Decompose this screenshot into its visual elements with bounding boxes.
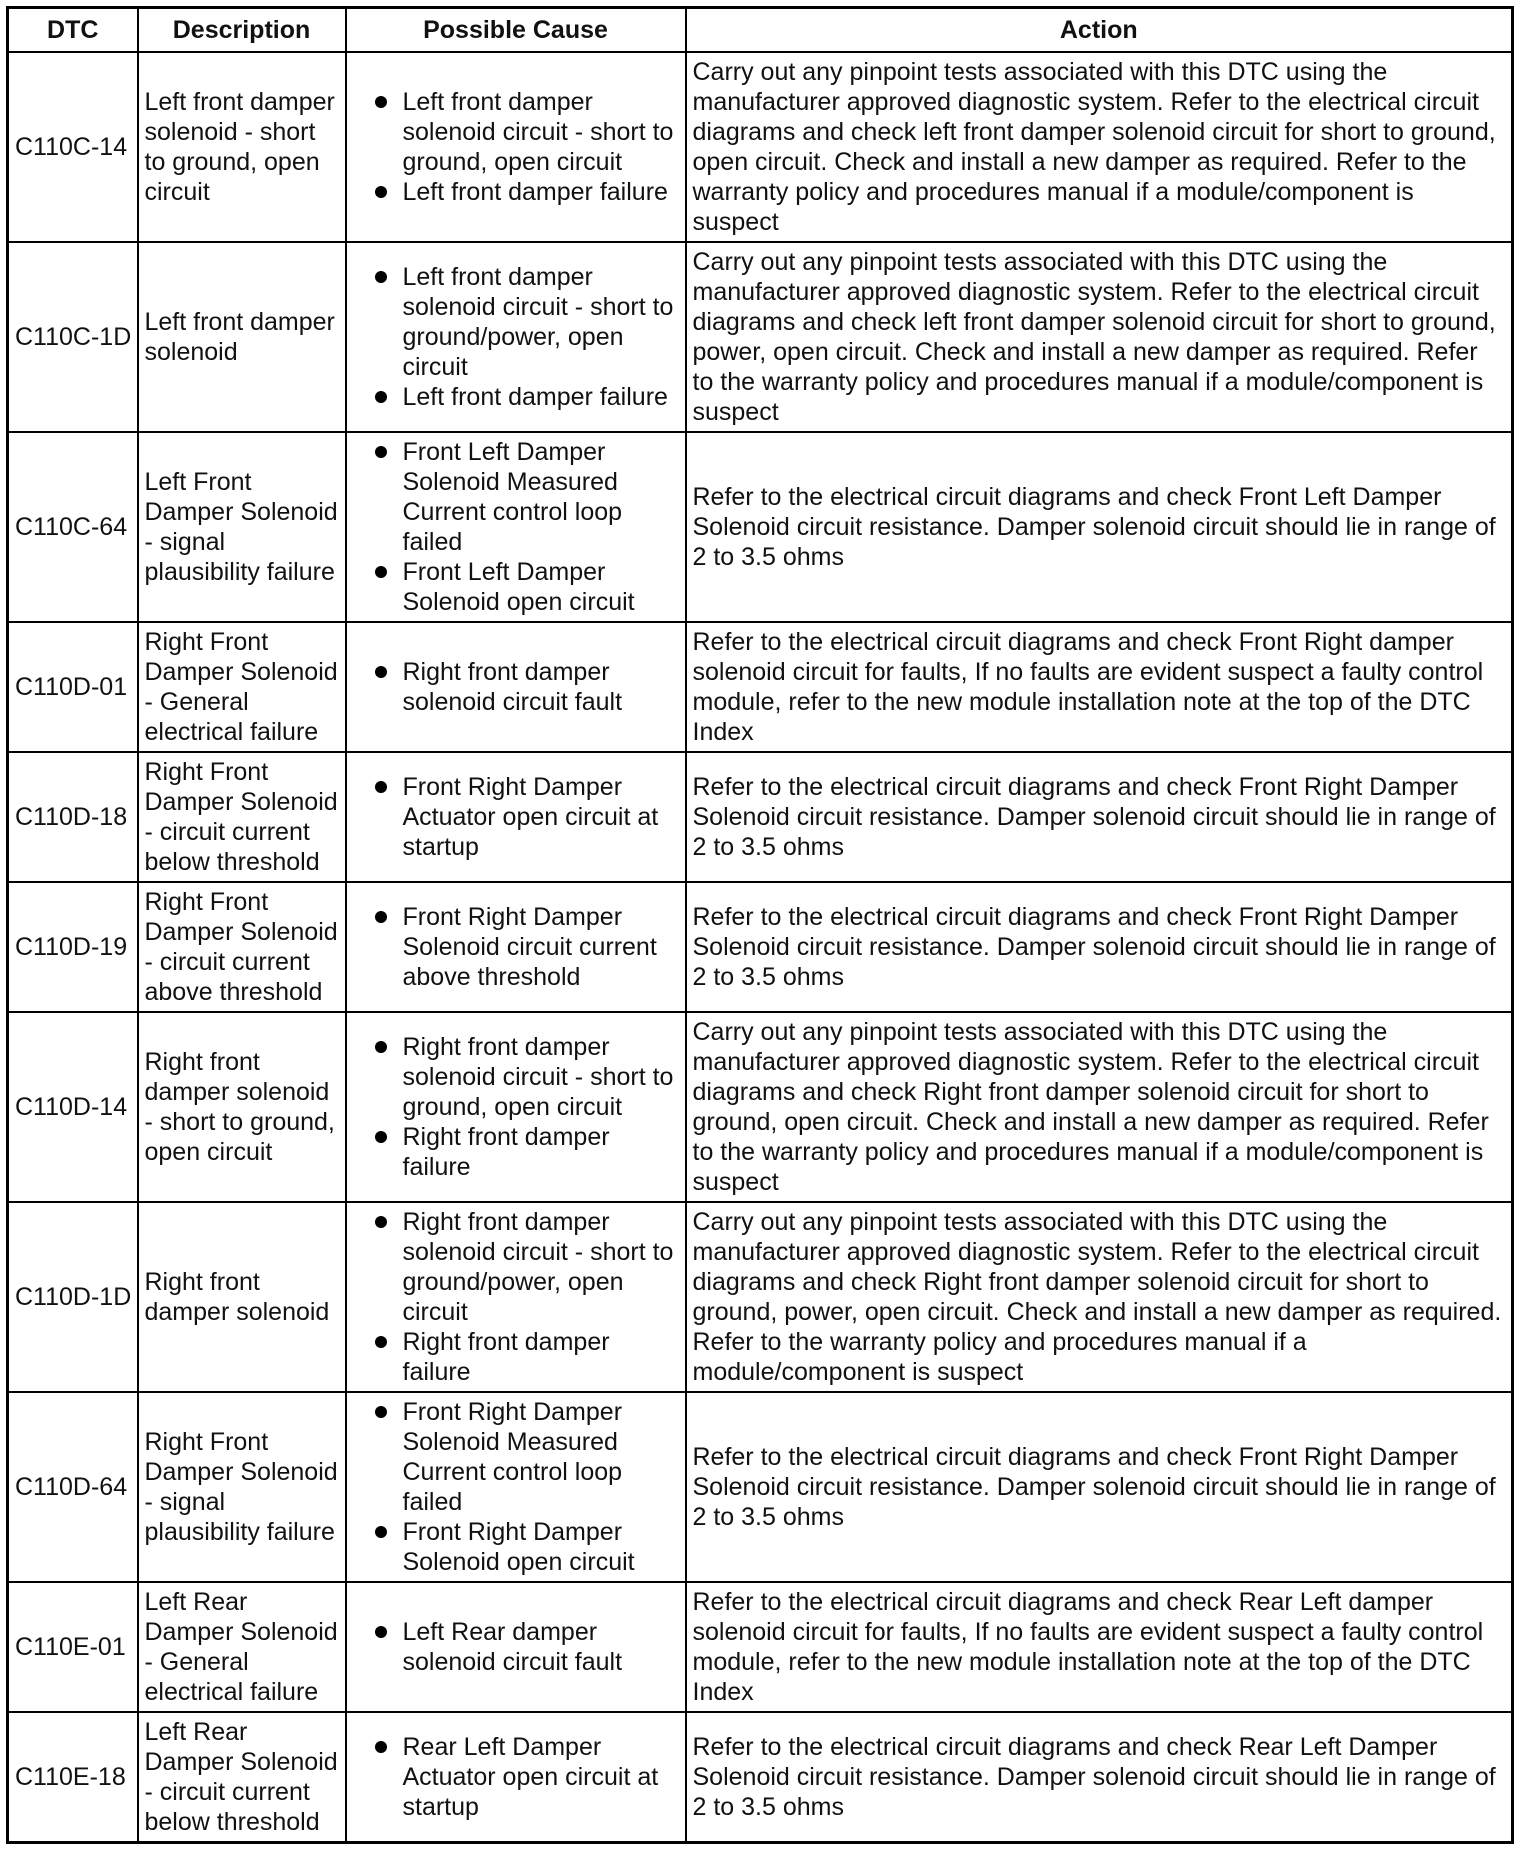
dtc-code-cell: C110D-14 <box>8 1012 138 1202</box>
possible-cause-cell <box>346 1202 686 1392</box>
table-row <box>8 1012 1513 1202</box>
bullet-icon <box>375 1526 387 1538</box>
cause-item <box>353 382 679 412</box>
description-cell: Right front damper solenoid <box>138 1202 346 1392</box>
action-cell: Refer to the electrical circuit diagrams and check Front Right Damper Solenoid circuit resistance. Damper solenoid circuit should lie in range of 2 to 3.5 ohms <box>686 1392 1513 1582</box>
cause-text: Right front damper failure <box>402 1328 610 1386</box>
dtc-code-cell: C110C-64 <box>8 432 138 622</box>
cause-item <box>353 902 679 992</box>
cause-item <box>353 1207 679 1327</box>
possible-cause-cell <box>346 1582 686 1712</box>
dtc-code-cell: C110D-1D <box>8 1202 138 1392</box>
table-header <box>8 8 1513 53</box>
description-cell: Right Front Damper Solenoid - circuit current above threshold <box>138 882 346 1012</box>
bullet-icon <box>375 1041 387 1053</box>
cause-list <box>353 1732 679 1822</box>
cause-text: Left front damper failure <box>402 178 668 206</box>
description-cell: Right Front Damper Solenoid - circuit current below threshold <box>138 752 346 882</box>
bullet-icon <box>375 1626 387 1638</box>
possible-cause-cell <box>346 432 686 622</box>
cause-list <box>353 902 679 992</box>
action-cell: Refer to the electrical circuit diagrams and check Rear Left Damper Solenoid circuit resistance. Damper solenoid circuit should lie in range of 2 to 3.5 ohms <box>686 1712 1513 1843</box>
possible-cause-cell <box>346 882 686 1012</box>
description-cell: Left front damper solenoid <box>138 242 346 432</box>
cause-text: Left front damper solenoid circuit - short to ground/power, open circuit <box>402 263 674 381</box>
cause-item <box>353 437 679 557</box>
cause-text: Rear Left Damper Actuator open circuit at startup <box>402 1733 659 1821</box>
description-cell: Left Rear Damper Solenoid - General electrical failure <box>138 1582 346 1712</box>
cause-list <box>353 1617 679 1677</box>
bullet-icon <box>375 1406 387 1418</box>
cause-text: Right front damper solenoid circuit - short to ground/power, open circuit <box>402 1208 674 1326</box>
header-possible-cause: Possible Cause <box>346 8 686 53</box>
dtc-code-cell: C110D-18 <box>8 752 138 882</box>
table-row <box>8 1712 1513 1843</box>
cause-text: Front Left Damper Solenoid Measured Current control loop failed <box>402 438 623 556</box>
table-row <box>8 882 1513 1012</box>
bullet-icon <box>375 666 387 678</box>
description-cell: Left front damper solenoid - short to ground, open circuit <box>138 52 346 242</box>
table-row <box>8 1392 1513 1582</box>
cause-item <box>353 557 679 617</box>
bullet-icon <box>375 566 387 578</box>
cause-item <box>353 177 679 207</box>
action-cell: Refer to the electrical circuit diagrams and check Front Right damper solenoid circuit for faults, If no faults are evident suspect a faulty control module, refer to the new module installation note at the top of the DTC Index <box>686 622 1513 752</box>
bullet-icon <box>375 446 387 458</box>
cause-text: Front Left Damper Solenoid open circuit <box>402 558 635 616</box>
possible-cause-cell <box>346 242 686 432</box>
cause-item <box>353 772 679 862</box>
bullet-icon <box>375 781 387 793</box>
cause-item <box>353 1397 679 1517</box>
action-cell: Refer to the electrical circuit diagrams and check Rear Left damper solenoid circuit for faults, If no faults are evident suspect a faulty control module, refer to the new module installation note at the top of the DTC Index <box>686 1582 1513 1712</box>
cause-list <box>353 1207 679 1387</box>
table-row <box>8 1582 1513 1712</box>
table-row <box>8 432 1513 622</box>
possible-cause-cell <box>346 52 686 242</box>
possible-cause-cell <box>346 1392 686 1582</box>
bullet-icon <box>375 1131 387 1143</box>
cause-item <box>353 87 679 177</box>
table-row <box>8 752 1513 882</box>
cause-item <box>353 1617 679 1677</box>
dtc-code-cell: C110C-14 <box>8 52 138 242</box>
table-row <box>8 1202 1513 1392</box>
cause-text: Left Rear damper solenoid circuit fault <box>402 1618 623 1676</box>
table-row <box>8 242 1513 432</box>
cause-list <box>353 1397 679 1577</box>
possible-cause-cell <box>346 622 686 752</box>
dtc-table <box>6 6 1514 1844</box>
cause-text: Front Right Damper Solenoid open circuit <box>402 1518 635 1576</box>
action-cell: Refer to the electrical circuit diagrams and check Front Right Damper Solenoid circuit resistance. Damper solenoid circuit should lie in range of 2 to 3.5 ohms <box>686 882 1513 1012</box>
cause-text: Left front damper solenoid circuit - short to ground, open circuit <box>402 88 674 176</box>
cause-list <box>353 657 679 717</box>
header-row <box>8 8 1513 53</box>
possible-cause-cell <box>346 1012 686 1202</box>
cause-text: Left front damper failure <box>402 383 668 411</box>
cause-list <box>353 87 679 207</box>
cause-text: Right front damper solenoid circuit - short to ground, open circuit <box>402 1033 674 1121</box>
table-row <box>8 622 1513 752</box>
bullet-icon <box>375 911 387 923</box>
description-cell: Left Rear Damper Solenoid - circuit current below threshold <box>138 1712 346 1843</box>
dtc-code-cell: C110E-18 <box>8 1712 138 1843</box>
bullet-icon <box>375 391 387 403</box>
dtc-code-cell: C110C-1D <box>8 242 138 432</box>
bullet-icon <box>375 1741 387 1753</box>
table-row <box>8 52 1513 242</box>
cause-list <box>353 772 679 862</box>
cause-item <box>353 657 679 717</box>
possible-cause-cell <box>346 752 686 882</box>
possible-cause-cell <box>346 1712 686 1843</box>
action-cell: Carry out any pinpoint tests associated with this DTC using the manufacturer approved diagnostic system. Refer to the electrical circuit diagrams and check left front damper solenoid circuit for short to ground, power, open circuit. Check and install a new damper as required. Refer to the warranty policy and procedures manual if a module/component is suspect <box>686 242 1513 432</box>
action-cell: Carry out any pinpoint tests associated with this DTC using the manufacturer approved diagnostic system. Refer to the electrical circuit diagrams and check left front damper solenoid circuit for short to ground, open circuit. Check and install a new damper as required. Refer to the warranty policy and procedures manual if a module/component is suspect <box>686 52 1513 242</box>
header-dtc: DTC <box>8 8 138 53</box>
dtc-code-cell: C110D-64 <box>8 1392 138 1582</box>
description-cell: Right Front Damper Solenoid - signal plausibility failure <box>138 1392 346 1582</box>
header-description: Description <box>138 8 346 53</box>
cause-text: Right front damper solenoid circuit fault <box>402 658 623 716</box>
action-cell: Carry out any pinpoint tests associated with this DTC using the manufacturer approved diagnostic system. Refer to the electrical circuit diagrams and check Right front damper solenoid circuit for short to ground, open circuit. Check and install a new damper as required. Refer to the warranty policy and procedures manual if a module/component is suspect <box>686 1012 1513 1202</box>
bullet-icon <box>375 96 387 108</box>
cause-item <box>353 1732 679 1822</box>
dtc-code-cell: C110D-01 <box>8 622 138 752</box>
dtc-code-cell: C110E-01 <box>8 1582 138 1712</box>
cause-item <box>353 1517 679 1577</box>
cause-list <box>353 437 679 617</box>
cause-text: Front Right Damper Solenoid circuit current above threshold <box>402 903 657 991</box>
bullet-icon <box>375 1216 387 1228</box>
bullet-icon <box>375 271 387 283</box>
cause-item <box>353 1122 679 1182</box>
cause-item <box>353 262 679 382</box>
bullet-icon <box>375 1336 387 1348</box>
table-body <box>8 52 1513 1843</box>
action-cell: Carry out any pinpoint tests associated with this DTC using the manufacturer approved diagnostic system. Refer to the electrical circuit diagrams and check Right front damper solenoid circuit for short to ground, power, open circuit. Check and install a new damper as required. Refer to the warranty policy and procedures manual if a module/component is suspect <box>686 1202 1513 1392</box>
action-cell: Refer to the electrical circuit diagrams and check Front Right Damper Solenoid circuit resistance. Damper solenoid circuit should lie in range of 2 to 3.5 ohms <box>686 752 1513 882</box>
description-cell: Right front damper solenoid - short to ground, open circuit <box>138 1012 346 1202</box>
cause-item <box>353 1032 679 1122</box>
cause-list <box>353 262 679 412</box>
cause-text: Front Right Damper Actuator open circuit at startup <box>402 773 659 861</box>
header-action: Action <box>686 8 1513 53</box>
bullet-icon <box>375 186 387 198</box>
cause-text: Right front damper failure <box>402 1123 610 1181</box>
action-cell: Refer to the electrical circuit diagrams and check Front Left Damper Solenoid circuit resistance. Damper solenoid circuit should lie in range of 2 to 3.5 ohms <box>686 432 1513 622</box>
description-cell: Left Front Damper Solenoid - signal plausibility failure <box>138 432 346 622</box>
cause-item <box>353 1327 679 1387</box>
description-cell: Right Front Damper Solenoid - General electrical failure <box>138 622 346 752</box>
cause-list <box>353 1032 679 1182</box>
cause-text: Front Right Damper Solenoid Measured Current control loop failed <box>402 1398 623 1516</box>
dtc-code-cell: C110D-19 <box>8 882 138 1012</box>
